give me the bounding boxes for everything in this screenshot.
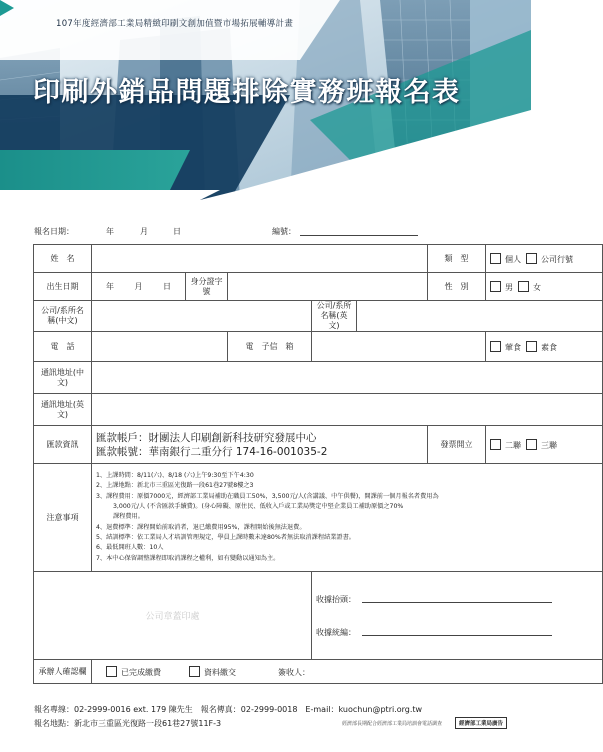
name-field[interactable] xyxy=(92,245,428,273)
invoice-options xyxy=(486,426,603,464)
receipt-title-row xyxy=(316,594,598,605)
header-banner xyxy=(0,0,531,200)
option-label: 葷食 xyxy=(505,342,522,352)
type-option-company[interactable] xyxy=(526,253,573,265)
registration-year-label: 年 xyxy=(106,227,114,236)
option-label: 個人 xyxy=(505,254,522,264)
invoice-label: 發票開立 xyxy=(428,426,486,464)
row-name xyxy=(34,245,603,273)
row-confirm xyxy=(34,660,603,684)
checkbox-icon xyxy=(526,341,537,352)
checkbox-icon xyxy=(106,666,117,677)
birth-label: 出生日期 xyxy=(34,273,92,301)
id-label: 身分證字 號 xyxy=(186,273,228,301)
receipt-area xyxy=(312,572,603,660)
checkbox-icon xyxy=(189,666,200,677)
address-cn-label: 通訊地址(中文) xyxy=(34,362,92,394)
page-title: 印刷外銷品問題排除實務班報名表 xyxy=(33,77,461,108)
checkbox-icon xyxy=(490,439,501,450)
registration-day-label: 日 xyxy=(173,227,181,236)
confirm-options xyxy=(92,660,603,684)
option-label: 已完成繳費 xyxy=(121,667,161,677)
receipt-title-label: 收據抬頭： xyxy=(316,594,356,604)
birth-month-label: 月 xyxy=(134,282,143,291)
play-triangle-icon xyxy=(0,0,14,16)
remittance-label: 匯款資訊 xyxy=(34,426,92,464)
birth-year-label: 年 xyxy=(105,282,114,291)
row-contact xyxy=(34,332,603,362)
type-option-individual[interactable] xyxy=(490,253,521,265)
checkbox-icon xyxy=(526,439,537,450)
registration-month-label: 月 xyxy=(140,227,148,236)
name-label: 姓 名 xyxy=(34,245,92,273)
org-cn-field[interactable] xyxy=(92,301,312,332)
option-label: 女 xyxy=(533,282,542,292)
address-cn-field[interactable] xyxy=(92,362,603,394)
remittance-account: 匯款帳戶：財團法人印刷創新科技研究發展中心 xyxy=(96,431,317,444)
address-en-label: 通訊地址(英文) xyxy=(34,394,92,426)
type-label: 類 型 xyxy=(428,245,486,273)
meal-option-vegetarian[interactable] xyxy=(526,341,557,353)
option-label: 公司行號 xyxy=(541,254,574,264)
row-address-en xyxy=(34,394,603,426)
org-cn-label: 公司/系所名稱(中文) xyxy=(34,301,92,332)
registration-date-label: 報名日期： xyxy=(34,227,74,236)
meal-option-meat[interactable] xyxy=(490,341,521,353)
option-label: 資料繳交 xyxy=(204,667,236,677)
ad-badge: 經濟部工業局廣告 xyxy=(455,717,507,729)
footer-note: 經濟部長期配合經濟部工業局培訓會電話調查 xyxy=(342,721,443,727)
id-field[interactable] xyxy=(228,273,428,301)
notes-label: 注意事項 xyxy=(34,464,92,572)
gender-option-female[interactable] xyxy=(518,281,541,293)
note-item: 7、本中心保留調整課程即取消課程之權利，如有變動以通知為主。 xyxy=(96,554,280,562)
note-item: 6、最低開班人數：10人 xyxy=(96,544,164,552)
org-en-label: 公司/系所名稱(英文) xyxy=(312,301,357,332)
checkbox-icon xyxy=(518,281,529,292)
remittance-number: 匯款帳號：華南銀行二重分行 174-16-001035-2 xyxy=(96,445,328,458)
note-item: 1、上課時間：8/11(六)、8/18 (六)上午9:30至下午4:30 xyxy=(96,472,254,480)
row-birth xyxy=(34,273,603,301)
signer-label: 簽收人： xyxy=(278,667,310,677)
note-item: 3、課程費用：原價7000元，經濟部工業局補助在職員工50%，3,500元/人(含講議、中午供餐)，開課前一個月報名者費用為 xyxy=(96,492,439,500)
address-en-field[interactable] xyxy=(92,394,603,426)
checkbox-icon xyxy=(490,253,501,264)
email-field[interactable] xyxy=(312,332,486,362)
checkbox-icon xyxy=(490,341,501,352)
receipt-title-field[interactable] xyxy=(362,602,552,603)
gender-options xyxy=(486,273,603,301)
seal-label: 公司章蓋印處 xyxy=(145,612,200,622)
meal-options xyxy=(486,332,603,362)
address-line: 報名地點：新北市三重區光復路一段61巷27號11F-3 xyxy=(34,719,222,728)
row-address-cn xyxy=(34,362,603,394)
option-label: 男 xyxy=(505,282,514,292)
option-label: 素食 xyxy=(541,342,558,352)
seal-area[interactable] xyxy=(34,572,312,660)
invoice-option-duplicate[interactable] xyxy=(490,439,521,451)
org-en-field[interactable] xyxy=(357,301,603,332)
note-item: 4、退費標準：課程開始前取消者，退已繳費用95%，課程開始後無法退費。 xyxy=(96,523,306,531)
remittance-info xyxy=(92,426,428,464)
row-remittance xyxy=(34,426,603,464)
registration-form xyxy=(33,244,603,684)
confirm-label: 承辦人確認欄 xyxy=(34,660,92,684)
gender-option-male[interactable] xyxy=(490,281,513,293)
row-notes xyxy=(34,464,603,572)
receipt-tax-field[interactable] xyxy=(362,635,552,636)
confirm-option-paid[interactable] xyxy=(106,666,161,678)
option-label: 二聯 xyxy=(505,440,522,450)
gender-label: 性 別 xyxy=(428,273,486,301)
note-item: 課程費用。 xyxy=(113,513,144,521)
note-item: 5、結訓標準：依工業局人才培訓管理規定，學員上課時數未達80%者無法取消課程結業證書。 xyxy=(96,533,355,541)
row-seal-receipt xyxy=(34,572,603,660)
option-label: 三聯 xyxy=(541,440,558,450)
row-organization xyxy=(34,301,603,332)
form-number-field[interactable] xyxy=(300,235,418,236)
contact-line: 報名專線：02-2999-0016 ext. 179 陳先生 報名傳真：02-2999-0018 E-mail：kuochun@ptri.org.tw xyxy=(34,705,423,714)
birth-field[interactable] xyxy=(92,273,186,301)
confirm-option-documents[interactable] xyxy=(189,666,236,678)
program-subtitle: 107年度經濟部工業局精緻印刷文創加值暨市場拓展輔導計畫 xyxy=(56,19,294,29)
type-options xyxy=(486,245,603,273)
invoice-option-triplicate[interactable] xyxy=(526,439,557,451)
note-item: 3,000元/人 (不含匯款手續費)。(身心障礙、原住民、低收入戶或工業局獎定中堅企業員工補助原價之70% xyxy=(113,503,404,511)
receipt-tax-row xyxy=(316,627,598,638)
note-item: 2、上課地點：新北市三重區光復路一段61巷27號8樓之3 xyxy=(96,482,254,490)
checkbox-icon xyxy=(526,253,537,264)
phone-field[interactable] xyxy=(92,332,228,362)
checkbox-icon xyxy=(490,281,501,292)
email-label: 電 子信 箱 xyxy=(228,332,312,362)
receipt-tax-label: 收據統編： xyxy=(316,627,356,637)
notes-list xyxy=(92,464,603,572)
form-number-label: 編號： xyxy=(272,227,296,236)
phone-label: 電 話 xyxy=(34,332,92,362)
birth-day-label: 日 xyxy=(163,282,172,291)
